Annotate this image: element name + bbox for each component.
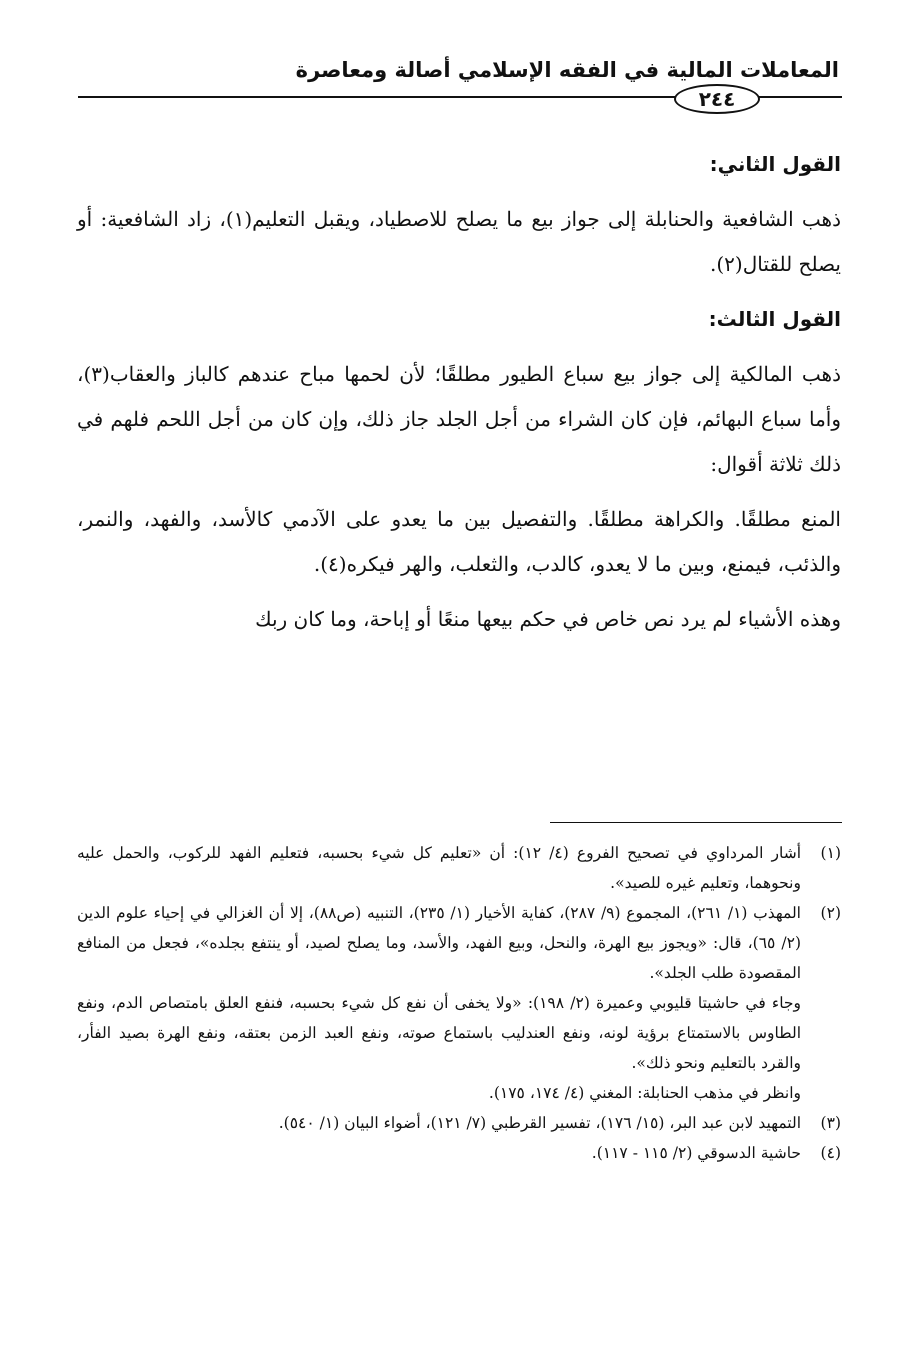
footnote-4 — [77, 1138, 841, 1168]
footnote-text: وجاء في حاشيتا قليوبي وعميرة (٢/ ١٩٨): «ولا يخفى أن نفع كل شيء بحسبه، فنفع العلق بامتصاص الدم، ونفع الطاوس بالاستمتاع برؤية لونه، ونفع العندليب باستماع صوته، ونفع العبد الزمن بعتقه، ونفع الهرة بصيد الفأر، والقرد بالتعليم ونحو ذلك». — [77, 994, 802, 1072]
main-text — [77, 142, 841, 652]
footnote-text: المهذب (١/ ٢٦١)، المجموع (٩/ ٢٨٧)، كفاية الأخيار (١/ ٢٣٥)، التنبيه (ص٨٨)، إلا أن الغزالي في إحياء علوم الدين (٢/ ٦٥)، قال: «ويجوز بيع الهرة، والنحل، وبيع الفهد، والأسد، وما يصلح لصيد، أو ينتفع بجلده»، فجعل من المنافع المقصودة طلب الجلد». — [77, 904, 801, 982]
footnote-number: (٤) — [820, 1144, 841, 1162]
footnote-separator — [550, 822, 842, 823]
footnote-number: (٢) — [820, 904, 841, 922]
footnote-text: أشار المرداوي في تصحيح الفروع (٤/ ١٢): أن «تعليم كل شيء بحسبه، فتعليم الفهد للركوب، والحمل عليه ونحوهما، وتعليم غيره للصيد». — [77, 844, 802, 892]
footnote-text: وانظر في مذهب الحنابلة: المغني (٤/ ١٧٤، ١٧٥). — [488, 1084, 801, 1102]
paragraph-continuation: وهذه الأشياء لم يرد نص خاص في حكم بيعها منعًا أو إباحة، وما كان ربك — [255, 607, 841, 631]
footnote-number: (٣) — [820, 1114, 841, 1132]
footnotes — [77, 838, 841, 1168]
paragraph-third-opinion: ذهب المالكية إلى جواز بيع سباع الطيور مطلقًا؛ لأن لحمها مباح عندهم كالباز والعقاب(٣)، وأما سباع البهائم، فإن كان الشراء من أجل الجلد جاز ذلك، وإن كان من أجل اللحم فلهم في ذلك ثلاثة أقوال: — [77, 362, 841, 476]
running-title: المعاملات المالية في الفقه الإسلامي أصالة ومعاصرة — [295, 58, 839, 82]
page-number: ٢٤٤ — [674, 84, 760, 114]
footnote-1 — [77, 838, 841, 898]
footnote-text: التمهيد لابن عبد البر، (١٥/ ١٧٦)، تفسير القرطبي (٧/ ١٢١)، أضواء البيان (١/ ٥٤٠). — [278, 1114, 801, 1132]
paragraph-details: المنع مطلقًا. والكراهة مطلقًا. والتفصيل بين ما يعدو على الآدمي كالأسد، والفهد، والنمر، والذئب، فيمنع، وبين ما لا يعدو، كالدب، والثعلب، والهر فيكره(٤). — [77, 507, 841, 576]
heading-third-opinion: القول الثالث: — [708, 307, 841, 331]
footnote-number: (١) — [820, 844, 841, 862]
heading-second-opinion: القول الثاني: — [709, 152, 841, 176]
paragraph-second-opinion: ذهب الشافعية والحنابلة إلى جواز بيع ما يصلح للاصطياد، ويقبل التعليم(١)، زاد الشافعية: أو يصلح للقتال(٢). — [77, 207, 841, 276]
footnote-text: حاشية الدسوقي (٢/ ١١٥ - ١١٧). — [591, 1144, 801, 1162]
footnote-3 — [77, 1108, 841, 1138]
footnote-2 — [77, 898, 841, 1108]
